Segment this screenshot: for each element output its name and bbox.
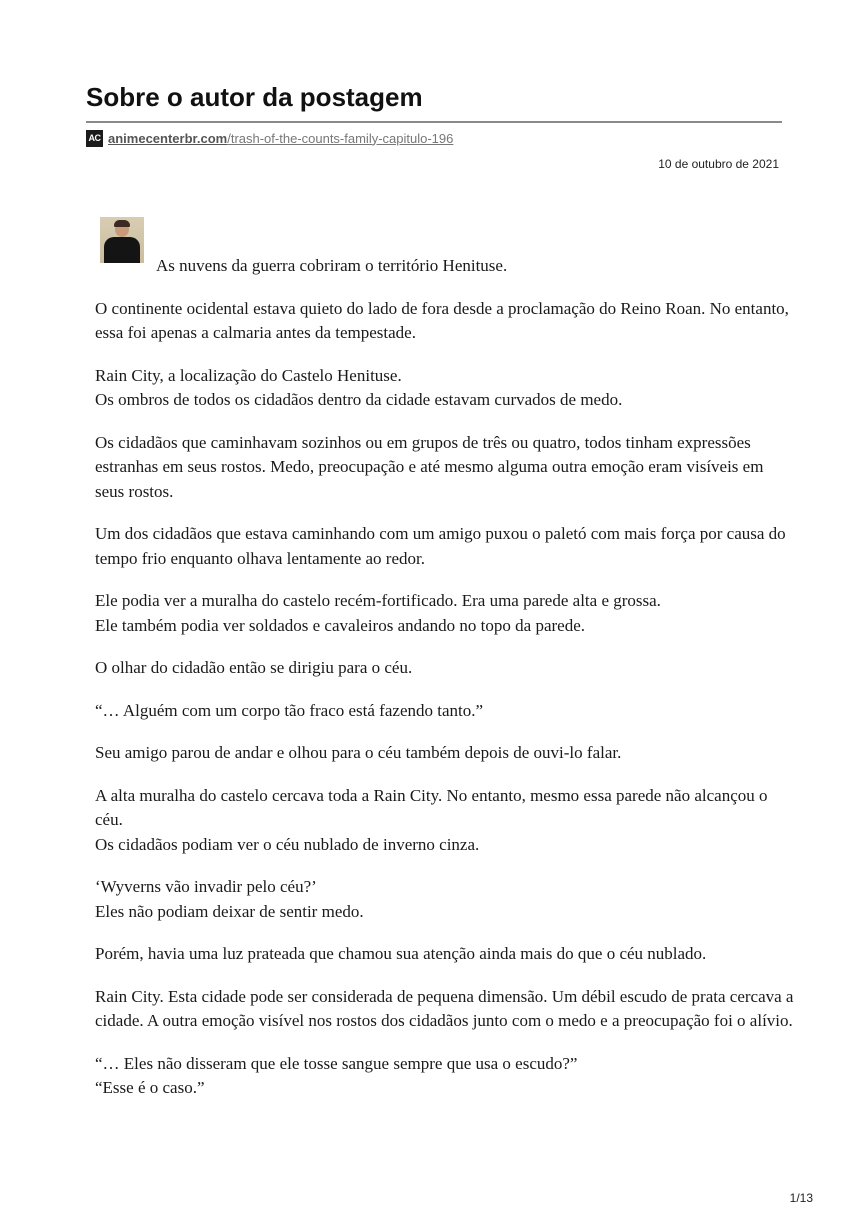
article-paragraph [95,784,795,858]
paragraph-line: As nuvens da guerra cobriram o território Henituse. [156,256,508,275]
paragraph-line: “Esse é o caso.” [95,1078,205,1097]
article-paragraph [95,942,795,967]
article-paragraph [95,297,795,346]
title-divider [86,121,782,123]
article-paragraph [95,589,795,638]
article-paragraph [95,875,795,924]
article-paragraph [95,699,795,724]
article-paragraph [95,522,795,571]
paragraph-line: ‘Wyverns vão invadir pelo céu?’ [95,877,317,896]
article-body [95,254,795,1119]
paragraph-line: “… Eles não disseram que ele tosse sangue sempre que usa o escudo?” [95,1053,578,1073]
article-paragraph [95,254,795,279]
paragraph-line: Rain City. Esta cidade pode ser considerada de pequena dimensão. Um débil escudo de prata cercava a cidade. A outra emoção visível nos rostos dos cidadãos junto com o medo e a preocupação foi o alívio. [95,986,794,1030]
paragraph-line: Porém, havia uma luz prateada que chamou sua atenção ainda mais do que o céu nublado. [95,944,707,963]
paragraph-line: “… Alguém com um corpo tão fraco está fazendo tanto.” [95,700,484,720]
paragraph-line: O olhar do cidadão então se dirigiu para o céu. [95,658,413,677]
paragraph-line: Seu amigo parou de andar e olhou para o céu também depois de ouvi-lo falar. [95,743,622,762]
page-number: 1/13 [789,1191,813,1205]
paragraph-line: O continente ocidental estava quieto do lado de fora desde a proclamação do Reino Roan. No entanto, essa foi apenas a calmaria antes da tempestade. [95,298,789,342]
source-domain-link[interactable]: animecenterbr.com [108,130,228,146]
paragraph-line: Ele podia ver a muralha do castelo recém-fortificado. Era uma parede alta e grossa. [95,591,661,610]
article-paragraph [95,985,795,1034]
source-path-link[interactable]: /trash-of-the-counts-family-capitulo-196 [227,130,454,146]
page-title: Sobre o autor da postagem [86,82,423,112]
article-paragraph [95,656,795,681]
article-paragraph [95,1052,795,1101]
paragraph-line: Um dos cidadãos que estava caminhando com um amigo puxou o paletó com mais força por causa do tempo frio enquanto olhava lentamente ao redor. [95,524,786,568]
post-date: 10 de outubro de 2021 [658,157,779,171]
paragraph-line: Os cidadãos que caminhavam sozinhos ou em grupos de três ou quatro, todos tinham expressões estranhas em seus rostos. Medo, preocupação e até mesmo alguma outra emoção eram visíveis em seus rostos. [95,432,764,501]
article-paragraph [95,364,795,413]
paragraph-line: Ele também podia ver soldados e cavaleiros andando no topo da parede. [95,615,585,635]
article-paragraph [95,431,795,505]
paragraph-line: A alta muralha do castelo cercava toda a Rain City. No entanto, mesmo essa parede não alcançou o céu. [95,785,768,829]
paragraph-line: Os cidadãos podiam ver o céu nublado de inverno cinza. [95,834,480,854]
source-link[interactable] [86,129,453,147]
site-favicon-icon: AC [86,130,103,147]
paragraph-line: Eles não podiam deixar de sentir medo. [95,901,364,921]
paragraph-line: Os ombros de todos os cidadãos dentro da cidade estavam curvados de medo. [95,390,623,409]
article-paragraph [95,741,795,766]
paragraph-line: Rain City, a localização do Castelo Henituse. [95,365,402,385]
